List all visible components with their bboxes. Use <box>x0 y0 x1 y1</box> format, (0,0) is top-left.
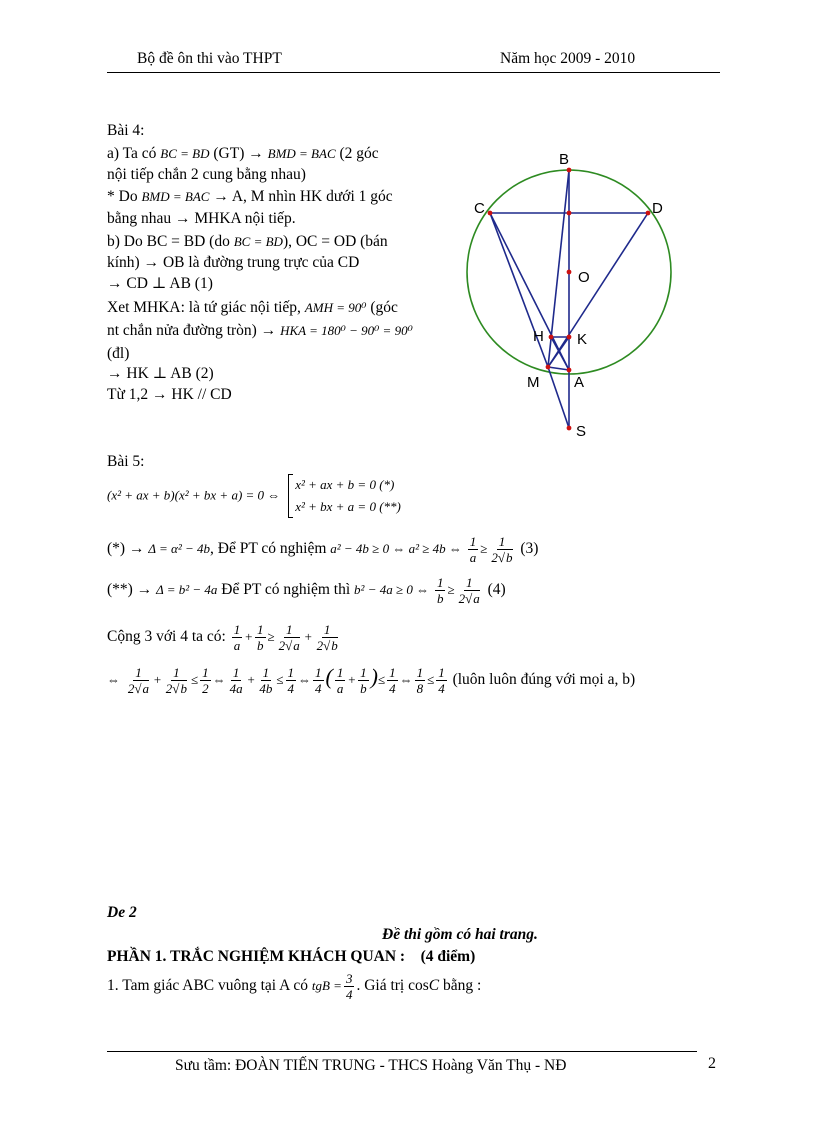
label-h: H <box>533 328 544 345</box>
bai4-line-3: * Do BMD = BAC → A, M nhìn HK dưới 1 góc <box>107 188 393 205</box>
bai5-equation: (x² + ax + b)(x² + bx + a) = 0 ⇔ x² + ax + b = 0 (*) x² + bx + a = 0 (**) <box>107 474 401 518</box>
bai4-line-5: b) Do BC = BD (do BC = BD), OC = OD (bán <box>107 233 388 250</box>
bai4-line-6: kính) → OB là đường trung trực của CD <box>107 254 360 271</box>
point-d <box>646 211 651 216</box>
point-m <box>546 365 551 370</box>
part1-heading: PHẦN 1. TRẮC NGHIỆM KHÁCH QUAN : (4 điểm) <box>107 948 476 965</box>
label-d: D <box>652 200 663 217</box>
point-o <box>567 270 572 275</box>
bai5-line-4: (**) → Δ = b² − 4a Để PT có nghiệm thì b² − 4a ≥ 0 ⇔ $\frac{1}{b}$ ≥ $\frac{1}{2√a}$ (4) <box>107 575 506 606</box>
line-ms <box>548 367 569 428</box>
bai4-line-11: → HK ⊥ AB (2) <box>107 365 214 382</box>
equation-system: x² + ax + b = 0 (*) x² + bx + a = 0 (**) <box>288 474 401 518</box>
bai4-line-4: bằng nhau → MHKA nội tiếp. <box>107 210 296 227</box>
geometry-figure <box>460 140 690 450</box>
header-rule <box>107 72 720 73</box>
header-left: Bộ đề ôn thi vào THPT <box>137 50 282 67</box>
point-h <box>549 335 554 340</box>
point-a <box>567 368 572 373</box>
label-c: C <box>474 200 485 217</box>
line-ca <box>490 213 569 370</box>
label-k: K <box>577 331 588 348</box>
footer-rule <box>107 1051 697 1052</box>
point-b <box>567 168 572 173</box>
point-k <box>567 335 572 340</box>
bai5-title: Bài 5: <box>107 453 145 470</box>
label-s: S <box>576 423 587 440</box>
label-b: B <box>559 151 570 168</box>
bai4-line-8: Xet MHKA: là tứ giác nội tiếp, AMH = 90⁰ (góc <box>107 299 398 316</box>
point-cd-mid <box>567 211 572 216</box>
bai4-line-1: a) Ta có BC = BD (GT) → BMD = BAC (2 góc <box>107 145 379 162</box>
bai4-line-9: nt chắn nửa đường tròn) → HKA = 180⁰ − 90⁰ = 90⁰ <box>107 322 413 339</box>
bai4-title: Bài 4: <box>107 122 145 139</box>
bai5-line-5: Cộng 3 với 4 ta có: $\frac{1}{a}$ + $\frac{1}{b}$ ≥ $\frac{1}{2√a}$ + $\frac{1}{2√b}$ <box>107 622 338 653</box>
point-c <box>488 211 493 216</box>
bai5-line-3: (*) → Δ = α² − 4b, Để PT có nghiệm a² − 4b ≥ 0 ⇔ a² ≥ 4b ⇔ $\frac{1}{a}$ ≥ $\frac{1}{2√b}$ (3) <box>107 534 539 565</box>
bai5-line-6: ⇔ $\frac{1}{2√a}$ + $\frac{1}{2√b}$ ≤ $\frac{1}{2}$ ⇔ $\frac{1}{4a}$ + $\frac{1}{4b}$ ≤ $\frac{1}{4}$ ⇔ $\frac{1}{4}$ ( $\frac{1}{a}$ + $\frac{1}{b}$ )≤ $\frac{1}{4}$ ⇔ $\frac{1}{8}$ ≤ $\frac{1}{4}$ (luôn luôn đúng với mọi a, b) <box>107 664 636 696</box>
line-ma <box>548 367 569 370</box>
label-o: O <box>578 269 590 286</box>
line-dm <box>548 213 648 367</box>
bai4-line-2: nội tiếp chắn 2 cung bằng nhau) <box>107 166 306 183</box>
de2-title: De 2 <box>107 904 137 921</box>
point-s <box>567 426 572 431</box>
bai4-line-10: (đl) <box>107 345 130 362</box>
question-1: 1. Tam giác ABC vuông tại A có tgB = $\frac{3}{4}$ . Giá trị cosC bằng : <box>107 970 482 1002</box>
bai4-line-7: → CD ⊥ AB (1) <box>107 275 213 292</box>
page-number: 2 <box>708 1055 716 1072</box>
label-m: M <box>527 374 540 391</box>
label-a: A <box>574 374 585 391</box>
de2-subtitle: Đề thi gồm có hai trang. <box>382 926 538 943</box>
bai4-line-12: Từ 1,2 → HK // CD <box>107 386 232 403</box>
footer-text: Sưu tầm: ĐOÀN TIẾN TRUNG - THCS Hoàng Văn Thụ - NĐ <box>175 1057 567 1074</box>
header-right: Năm học 2009 - 2010 <box>500 50 636 67</box>
